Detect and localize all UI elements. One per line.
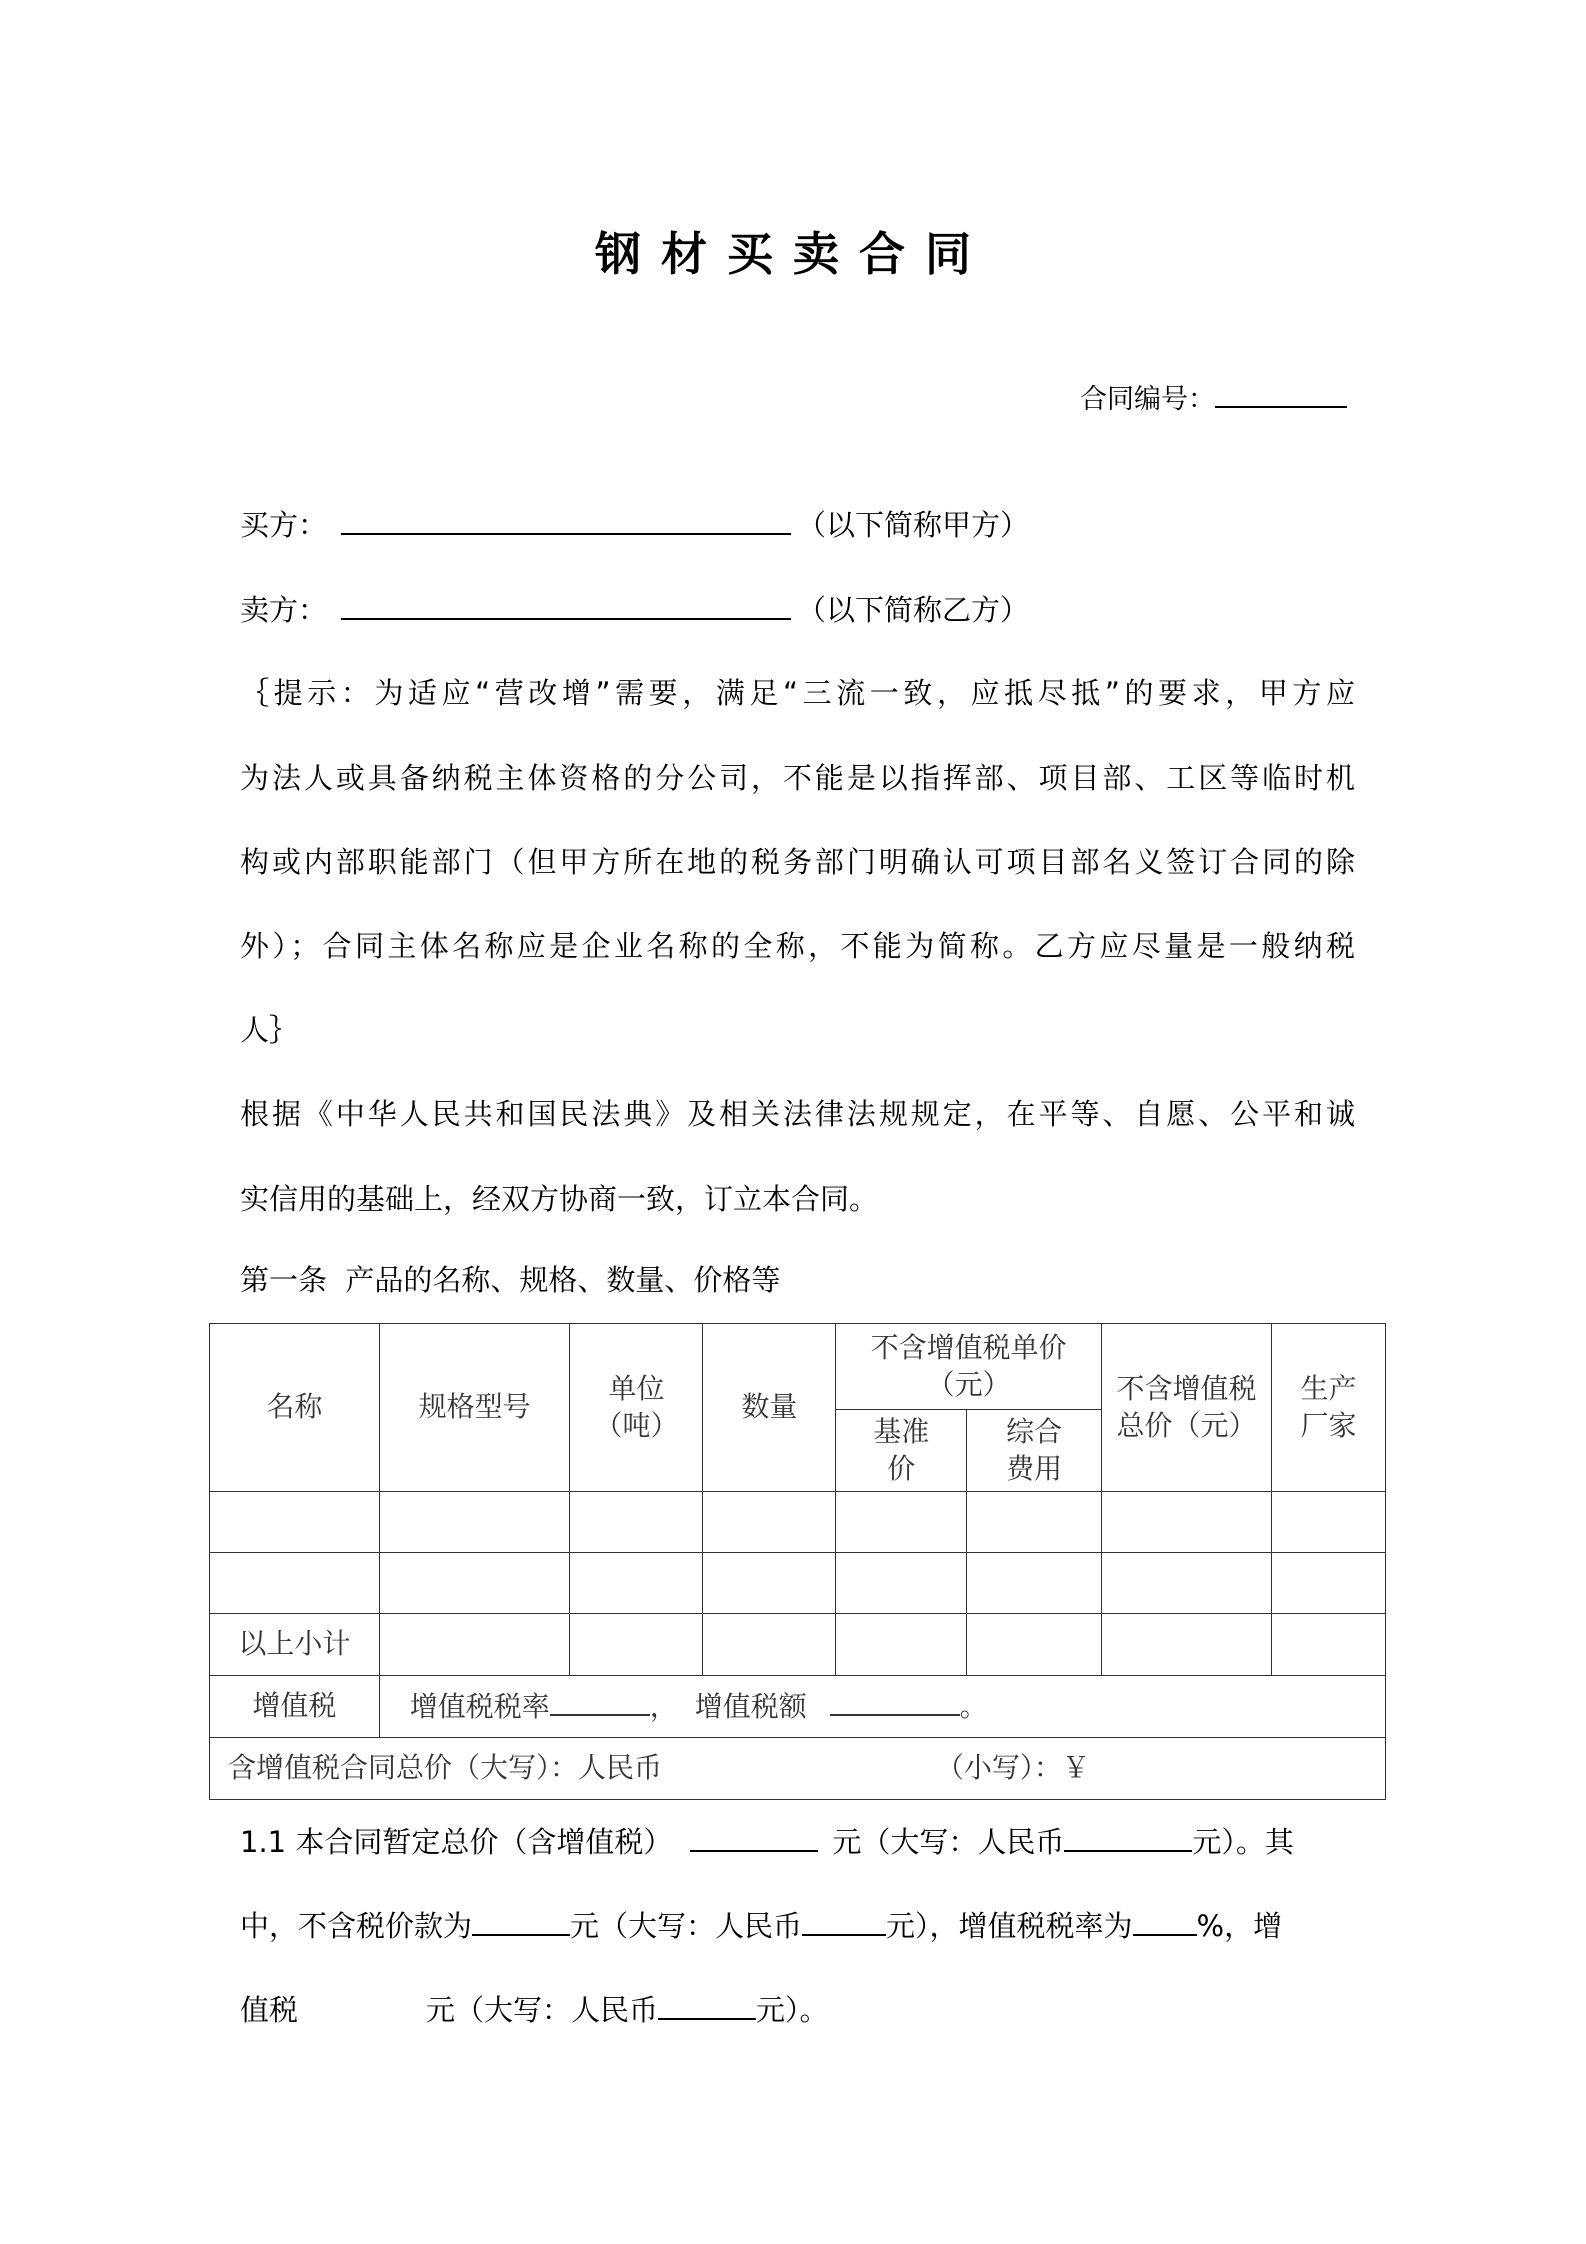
vat-rate-text: 增值税税率 bbox=[409, 1689, 550, 1723]
table-cell[interactable] bbox=[836, 1614, 967, 1676]
vat-comma: ， bbox=[649, 1689, 678, 1723]
buyer-row bbox=[240, 503, 1029, 544]
clause-1-1-line-3 bbox=[240, 1988, 829, 2029]
seller-row bbox=[240, 588, 1029, 629]
buyer-suffix: （以下简称甲方） bbox=[797, 508, 1030, 542]
clause-text: 元）。其 bbox=[1192, 1825, 1294, 1859]
table-cell[interactable] bbox=[1272, 1614, 1386, 1676]
basis-line-2: 实信用的基础上，经双方协商一致，订立本合同。 bbox=[240, 1182, 879, 1216]
clause-text: 元（大写：人民币 bbox=[570, 1909, 803, 1943]
article-1-heading: 第一条 产品的名称、规格、数量、价格等 bbox=[240, 1263, 781, 1297]
table-cell[interactable] bbox=[967, 1614, 1102, 1676]
basis-line-1: 根据《中华人民共和国民法典》及相关法律法规规定，在平等、自愿、公平和诚 bbox=[240, 1097, 1355, 1131]
header-spec: 规格型号 bbox=[379, 1324, 570, 1492]
vat-amount-text: 增值税额 bbox=[694, 1689, 807, 1723]
clause-text: %，增 bbox=[1196, 1909, 1283, 1943]
table-cell[interactable] bbox=[967, 1553, 1102, 1614]
total-row bbox=[210, 1738, 1386, 1800]
pretax-price-field[interactable] bbox=[472, 1904, 570, 1936]
tip-line-3: 构或内部职能部门（但甲方所在地的税务部门明确认可项目部名义签订合同的除 bbox=[240, 845, 1355, 879]
table-cell[interactable] bbox=[703, 1614, 836, 1676]
product-table bbox=[209, 1323, 1386, 1800]
subtotal-row bbox=[210, 1614, 1386, 1676]
table-row bbox=[210, 1492, 1386, 1553]
clause-text: 值税 bbox=[240, 1993, 299, 2027]
seller-label: 卖方： bbox=[240, 593, 328, 627]
vat-amount-words-field[interactable] bbox=[658, 1988, 756, 2020]
tip-line-2: 为法人或具备纳税主体资格的分公司，不能是以指挥部、项目部、工区等临时机 bbox=[240, 761, 1355, 795]
table-cell[interactable] bbox=[210, 1492, 380, 1553]
buyer-name-field[interactable] bbox=[341, 503, 791, 535]
vat-rate-field[interactable] bbox=[550, 1688, 650, 1716]
table-cell[interactable] bbox=[1102, 1492, 1272, 1553]
total-price-field[interactable] bbox=[690, 1820, 818, 1852]
vat-amount-field[interactable] bbox=[830, 1688, 960, 1716]
table-cell[interactable] bbox=[1102, 1553, 1272, 1614]
clause-text: 中，不含税价款为 bbox=[240, 1909, 473, 1943]
vat-end: 。 bbox=[959, 1689, 988, 1723]
contract-number-label: 合同编号： bbox=[1080, 384, 1215, 415]
table-row bbox=[210, 1553, 1386, 1614]
subtotal-label: 以上小计 bbox=[210, 1614, 380, 1676]
document-title: 钢材买卖合同 bbox=[595, 227, 991, 281]
header-unit: 单位（吨） bbox=[570, 1324, 703, 1492]
header-total-price: 不含增值税总价（元） bbox=[1102, 1324, 1272, 1492]
table-cell[interactable] bbox=[1272, 1492, 1386, 1553]
clause-1-1-line-1 bbox=[240, 1820, 1294, 1861]
table-cell[interactable] bbox=[703, 1553, 836, 1614]
total-figures-text: （小写）：￥ bbox=[935, 1751, 1090, 1785]
table-cell[interactable] bbox=[570, 1614, 703, 1676]
clause-1-1-line-2 bbox=[240, 1904, 1282, 1945]
tip-line-1: ｛提示：为适应“营改增”需要，满足“三流一致，应抵尽抵”的要求，甲方应 bbox=[240, 676, 1355, 710]
table-cell[interactable] bbox=[836, 1492, 967, 1553]
contract-number-row bbox=[1080, 376, 1347, 416]
header-fee: 综合费用 bbox=[967, 1410, 1102, 1492]
table-cell[interactable] bbox=[210, 1553, 380, 1614]
clause-text: 1.1 本合同暂定总价（含增值税） bbox=[240, 1825, 673, 1859]
table-cell[interactable] bbox=[570, 1492, 703, 1553]
vat-label: 增值税 bbox=[210, 1676, 380, 1738]
table-cell[interactable] bbox=[1272, 1553, 1386, 1614]
vat-rate-percent-field[interactable] bbox=[1133, 1904, 1197, 1936]
header-manufacturer: 生产厂家 bbox=[1272, 1324, 1386, 1492]
table-cell[interactable] bbox=[703, 1492, 836, 1553]
clause-text: 元（大写：人民币 bbox=[426, 1993, 659, 2027]
header-base-price: 基准价 bbox=[836, 1410, 967, 1492]
seller-name-field[interactable] bbox=[341, 588, 791, 620]
table-cell[interactable] bbox=[379, 1492, 570, 1553]
buyer-label: 买方： bbox=[240, 508, 328, 542]
header-quantity: 数量 bbox=[703, 1324, 836, 1492]
tip-line-5: 人｝ bbox=[240, 1013, 299, 1047]
vat-detail bbox=[379, 1676, 1385, 1738]
pretax-price-words-field[interactable] bbox=[802, 1904, 886, 1936]
table-cell[interactable] bbox=[379, 1553, 570, 1614]
total-words-text: 含增值税合同总价（大写）：人民币 bbox=[228, 1751, 663, 1785]
contract-number-field[interactable] bbox=[1215, 376, 1347, 408]
header-unit-price: 不含增值税单价（元） bbox=[836, 1324, 1102, 1410]
header-name: 名称 bbox=[210, 1324, 380, 1492]
total-detail bbox=[210, 1738, 1386, 1800]
table-cell[interactable] bbox=[570, 1553, 703, 1614]
table-cell[interactable] bbox=[836, 1553, 967, 1614]
clause-text: 元（大写：人民币 bbox=[832, 1825, 1065, 1859]
total-price-words-field[interactable] bbox=[1064, 1820, 1192, 1852]
clause-text: 元），增值税税率为 bbox=[886, 1909, 1133, 1943]
seller-suffix: （以下简称乙方） bbox=[797, 593, 1030, 627]
clause-text: 元）。 bbox=[756, 1993, 829, 2027]
table-cell[interactable] bbox=[379, 1614, 570, 1676]
table-cell[interactable] bbox=[1102, 1614, 1272, 1676]
tip-line-4: 外）；合同主体名称应是企业名称的全称，不能为简称。乙方应尽量是一般纳税 bbox=[240, 929, 1355, 963]
table-cell[interactable] bbox=[967, 1492, 1102, 1553]
vat-row bbox=[210, 1676, 1386, 1738]
